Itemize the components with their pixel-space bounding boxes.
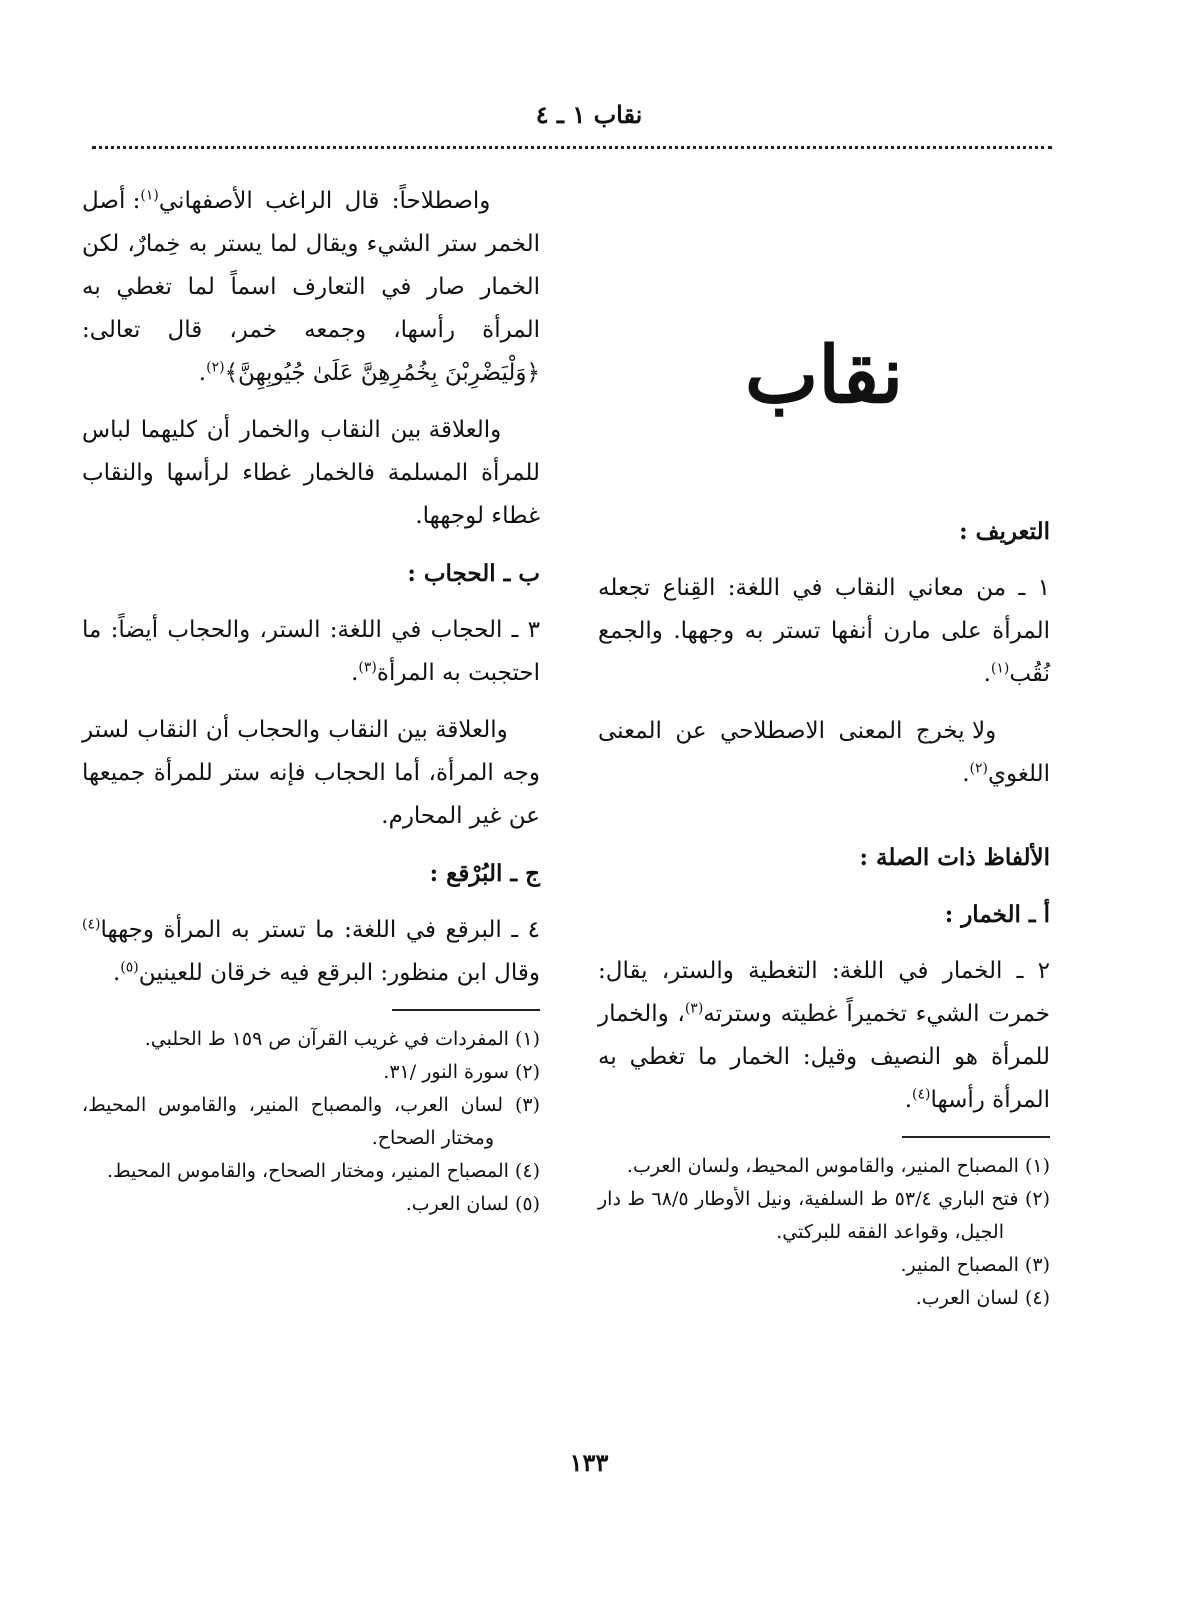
dotted-rule [92,146,1052,149]
footnote-ref: (١) [140,187,159,204]
article-title: نقاب [744,330,904,421]
paragraph: واصطلاحاً: قال الراغب الأصفهاني$^{(١)}$: أصل الخمر ستر الشيء ويقال لما يستر به خِمارٌ، لكن الخمار صار في التعارف اسماً لما تغطي به المرأة رأسها، وجمعه خمر، قال تعالى: ﴿وَلْيَضْرِبْنَ بِخُمُرِهِنَّ عَلَىٰ جُيُوبِهِنَّ﴾$^{(٢)}$. [82,187,540,386]
paragraph: والعلاقة بين النقاب والحجاب أن النقاب لستر وجه المرأة، أما الحجاب فإنه ستر للمرأة جميعها عن غير المحارم. [82,717,540,829]
paragraph: ١ ـ من معاني النقاب في اللغة: القِناع تجعله المرأة على مارن أنفها تستر به وجهها. والجمع نُقُب$^{(١)}$. [598,575,1050,687]
page-number: ١٣٣ [569,1448,609,1477]
left-column [82,180,540,1221]
footnote: (٤) المصباح المنير، ومختار الصحاح، والقاموس المحيط. [106,1160,540,1182]
footnote-ref: (٢) [969,760,988,777]
footnote: (٢) فتح الباري ٥٣/٤ ط السلفية، ونيل الأوطار ٦٨/٥ ط دار الجيل، وقواعد الفقه للبركتي. [598,1188,1051,1243]
footnote-ref: (٣) [358,659,377,676]
footnote: (٥) لسان العرب. [405,1193,540,1215]
footnote: (٣) المصباح المنير. [900,1254,1050,1276]
footnote-rule [902,1136,1050,1138]
paragraph: ولا يخرج المعنى الاصطلاحي عن المعنى اللغوي$^{(٢)}$. [598,718,1050,787]
paragraph: ٣ ـ الحجاب في اللغة: الستر، والحجاب أيضاً: ما احتجبت به المرأة$^{(٣)}$. [82,617,540,686]
footnote-ref: (١) [990,660,1010,677]
heading-definition: التعريف : [959,518,1050,545]
footnote-ref: (٤) [82,916,101,933]
subheading-burqu: ج ـ البُرْقع : [429,860,540,887]
footnote: (١) المصباح المنير، والقاموس المحيط، ولسان العرب. [626,1155,1050,1177]
running-head: نقاب ١ ـ ٤ [535,100,643,129]
footnote: (٢) سورة النور /٣١. [383,1061,540,1083]
footnote: (٤) لسان العرب. [915,1287,1050,1309]
footnote-ref: (٤) [912,1086,931,1103]
subheading-khimar: أ ـ الخمار : [944,901,1050,928]
footnote: (٣) لسان العرب، والمصباح المنير، والقاموس المحيط، ومختار الصحاح. [82,1094,540,1149]
paragraph: ٤ ـ البرقع في اللغة: ما تستر به المرأة وجهها$^{(٤)}$ وقال ابن منظور: البرقع فيه خرقان للعينين$^{(٥)}$. [82,916,540,986]
footnote-rule [392,1009,540,1011]
subheading-hijab: ب ـ الحجاب : [407,560,540,587]
footnote-ref: (٥) [120,959,139,976]
right-column [598,180,1050,1315]
paragraph: ٢ ـ الخمار في اللغة: التغطية والستر، يقال: خمرت الشيء تخميراً غطيته وسترته$^{(٣)}$، والخمار للمرأة هو النصيف وقيل: الخمار ما تغطي به المرأة رأسها$^{(٤)}$. [598,958,1051,1113]
paragraph: والعلاقة بين النقاب والخمار أن كليهما لباس للمرأة المسلمة فالخمار غطاء لرأسها والنقاب غطاء لوجهها. [82,417,540,529]
footnote-ref: (٣) [684,1000,704,1017]
footnote: (١) المفردات في غريب القرآن ص ١٥٩ ط الحلبي. [144,1028,540,1050]
heading-related: الألفاظ ذات الصلة : [859,844,1050,871]
footnote-ref: (٢) [206,359,225,376]
